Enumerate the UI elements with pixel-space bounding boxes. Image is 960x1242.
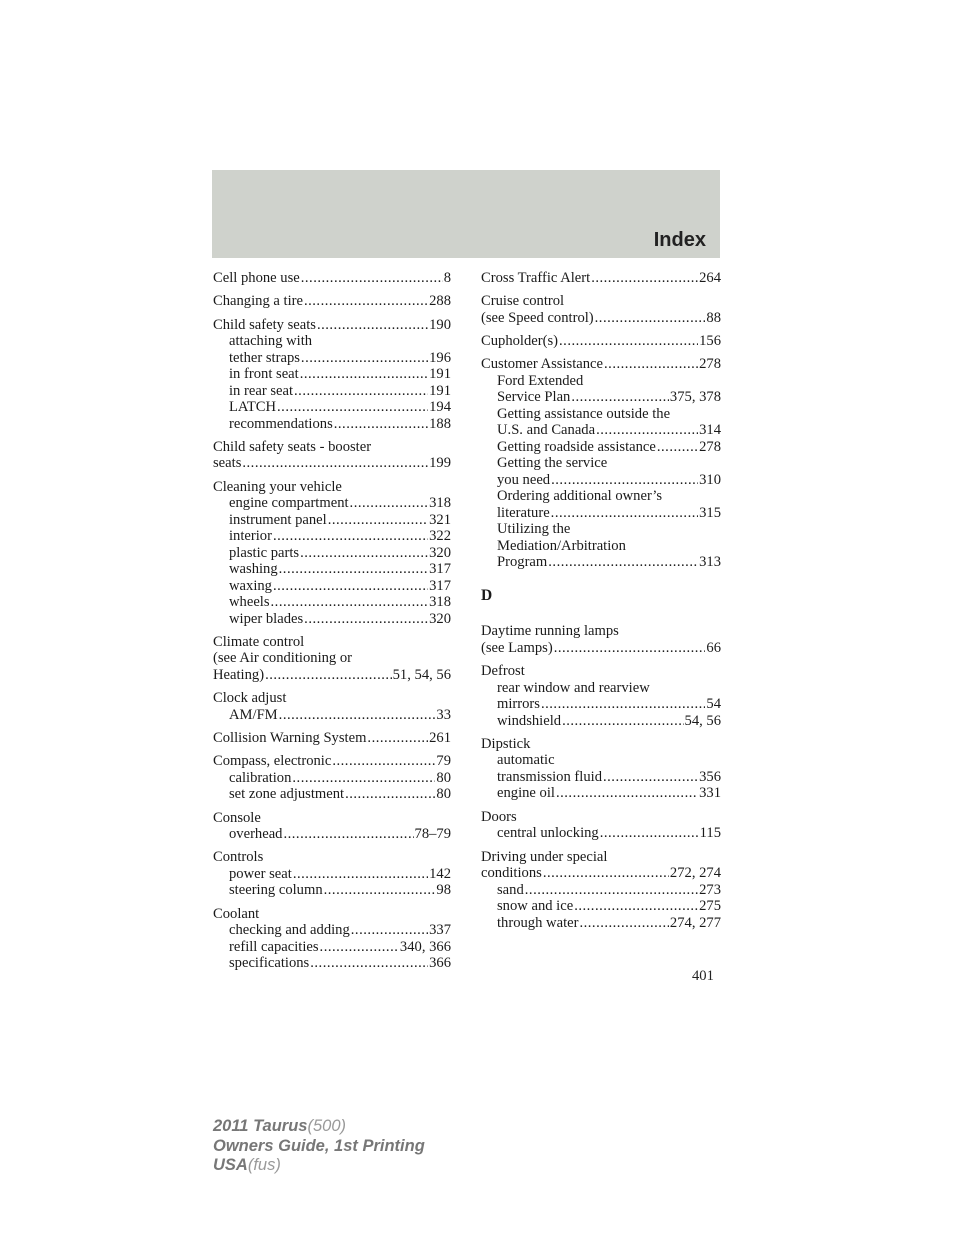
index-entry [213,293,451,310]
index-term: Changing a tire [213,293,303,310]
index-subentry [213,366,451,383]
index-entry [481,809,721,842]
dot-leader [604,356,698,373]
header-band [212,170,720,258]
index-term: in rear seat [229,382,294,399]
index-term: waxing [229,577,272,594]
index-term: Child safety seats - booster [213,438,372,455]
index-page-ref: 115 [699,825,721,842]
index-column-right [481,270,721,938]
index-subentry [213,399,451,416]
index-page-ref: 288 [429,293,451,310]
dot-leader [279,561,428,578]
index-page-ref: 188 [429,415,451,432]
index-subentry [213,350,451,367]
index-term: mirrors [497,696,540,713]
index-subentry [481,713,721,730]
dot-leader [351,922,428,939]
index-page-ref: 366 [429,955,451,972]
index-term: Ford Extended [497,372,584,389]
dot-leader [242,455,428,472]
index-page-ref: 88 [706,309,721,326]
index-entry [213,730,451,747]
index-term: Climate control [213,633,305,650]
index-line [213,634,451,651]
index-term: Getting the service [497,455,608,472]
index-term: Defrost [481,663,525,680]
dot-leader [283,826,413,843]
dot-leader [551,505,698,522]
index-entry [213,479,451,628]
index-page-ref: 278 [699,356,721,373]
dot-leader [265,667,392,684]
dot-leader [273,578,428,595]
index-subentry [481,696,721,713]
index-line [481,736,721,753]
index-entry [213,810,451,843]
index-page-ref: 375, 378 [669,389,721,406]
index-term: Compass, electronic [213,753,332,770]
index-subentry [213,578,451,595]
index-term: Doors [481,808,517,825]
index-line [481,356,721,373]
index-page-ref: 196 [429,349,451,366]
footer-line-1: 2011 Taurus(500) [213,1117,346,1135]
index-page-ref: 318 [429,495,451,512]
index-subentry [481,521,721,538]
index-term: Daytime running lamps [481,623,619,640]
index-page-ref: 8 [443,270,451,286]
index-term: Program [497,554,548,571]
index-line [481,333,721,350]
index-page-ref: 318 [429,594,451,611]
dot-leader [292,770,435,787]
index-term: Clock adjust [213,690,287,707]
dot-leader [279,707,436,724]
page-title: Index [653,229,706,251]
index-subentry [481,422,721,439]
index-subentry [213,416,451,433]
dot-leader [320,939,399,956]
index-page-ref: 80 [436,769,451,786]
footer-line-3: USA(fus) [213,1156,281,1174]
index-page-ref: 317 [429,561,451,578]
index-term: refill capacities [229,938,319,955]
index-line [213,317,451,334]
dot-leader [332,753,435,770]
dot-leader [595,310,706,327]
index-subentry [481,455,721,472]
index-page-ref: 78–79 [414,826,451,843]
index-line [213,690,451,707]
index-entry [213,849,451,899]
index-page-ref: 340, 366 [399,938,451,955]
dot-leader [600,825,699,842]
index-subentry [213,528,451,545]
index-entry [481,849,721,932]
index-line [481,293,721,310]
index-line [481,623,721,640]
index-page-ref: 331 [699,785,721,802]
dot-leader [559,333,698,350]
index-page-ref: 54, 56 [684,712,721,729]
dot-leader [541,696,705,713]
index-page-ref: 320 [429,610,451,627]
index-subentry [213,512,451,529]
index-subentry [213,866,451,883]
index-page-ref: 194 [429,399,451,416]
index-page-ref: 274, 277 [669,914,721,931]
index-term: Utilizing the [497,521,571,538]
dot-leader [271,594,429,611]
index-term: washing [229,561,278,578]
index-subentry [481,882,721,899]
index-subentry [481,898,721,915]
index-line [481,663,721,680]
index-term: in front seat [229,366,299,383]
index-line [481,640,721,657]
index-term: conditions [481,865,542,882]
index-term: Cleaning your vehicle [213,478,342,495]
index-subentry [213,333,451,350]
index-page-ref: 272, 274 [669,865,721,882]
index-entry [481,623,721,656]
index-term: Collision Warning System [213,730,367,747]
dot-leader [350,495,429,512]
index-page-ref: 315 [699,504,721,521]
index-line [213,753,451,770]
index-line [213,455,451,472]
index-term: power seat [229,865,292,882]
dot-leader [300,366,428,383]
index-page-ref: 142 [429,865,451,882]
index-subentry [481,505,721,522]
index-term: Cupholder(s) [481,333,559,350]
index-page-ref: 51, 54, 56 [392,666,451,683]
dot-leader [603,769,698,786]
index-term: U.S. and Canada [497,422,596,439]
index-term: windshield [497,712,562,729]
dot-leader [334,416,428,433]
index-subentry [213,939,451,956]
dot-leader [293,866,428,883]
page-number: 401 [692,968,714,984]
index-column-left [213,270,451,979]
index-term: transmission fluid [497,768,602,785]
index-page-ref: 156 [699,333,721,350]
dot-leader [310,955,428,972]
index-line [481,865,721,882]
index-term: Mediation/Arbitration [497,537,626,554]
index-subentry [481,915,721,932]
index-page-ref: 322 [429,528,451,545]
index-entry [481,736,721,802]
dot-leader [300,545,428,562]
index-page-ref: 191 [429,382,451,399]
index-subentry [481,389,721,406]
index-term: plastic parts [229,544,300,561]
dot-leader [579,915,668,932]
index-page-ref: 356 [699,768,721,785]
index-subentry [481,439,721,456]
index-subentry [481,785,721,802]
index-term: checking and adding [229,922,350,939]
index-term: engine oil [497,785,555,802]
index-subentry [213,561,451,578]
index-term: LATCH [229,399,277,416]
index-page-ref: 261 [429,730,451,747]
index-entry [481,356,721,571]
index-page-ref: 310 [699,471,721,488]
index-term: Getting roadside assistance [497,438,656,455]
index-term: recommendations [229,415,333,432]
dot-leader [324,882,436,899]
index-page-ref: 79 [436,753,451,770]
index-term: through water [497,914,579,931]
index-line [213,479,451,496]
index-term: specifications [229,955,310,972]
index-page-ref: 317 [429,577,451,594]
dot-leader [304,293,428,310]
dot-leader [277,399,428,416]
index-term: (see Speed control) [481,309,594,326]
index-page-ref: 275 [699,898,721,915]
index-term: Cruise control [481,293,565,310]
index-subentry [213,955,451,972]
index-subentry [213,922,451,939]
index-term: Controls [213,849,264,866]
index-term: interior [229,528,272,545]
index-subentry [481,373,721,390]
index-line [213,667,451,684]
index-page-ref: 199 [429,455,451,472]
index-term: you need [497,471,551,488]
dot-leader [525,882,698,899]
index-page-ref: 314 [699,422,721,439]
index-page-ref: 321 [429,511,451,528]
index-line [213,293,451,310]
dot-leader [591,270,698,287]
section-letter: D [481,586,493,604]
index-entry [481,270,721,287]
index-page-ref: 264 [699,270,721,286]
index-line [213,810,451,827]
dot-leader [304,611,428,628]
index-entry [213,439,451,472]
index-line [213,650,451,667]
index-page-ref: 320 [429,544,451,561]
dot-leader [548,554,698,571]
index-subentry [213,707,451,724]
index-term: wiper blades [229,610,304,627]
index-line [481,849,721,866]
index-page-ref: 273 [699,881,721,898]
index-subentry [213,545,451,562]
index-term: Driving under special [481,848,608,865]
dot-leader [562,713,683,730]
index-term: sand [497,881,524,898]
index-subentry [481,554,721,571]
index-term: Console [213,809,261,826]
index-subentry [481,769,721,786]
index-page-ref: 33 [436,706,451,723]
index-subentry [213,770,451,787]
index-page-ref: 190 [429,316,451,333]
index-line [481,809,721,826]
index-term: set zone adjustment [229,786,345,803]
index-page-ref: 66 [706,639,721,656]
dot-leader [556,785,698,802]
index-subentry [481,406,721,423]
dot-leader [301,350,428,367]
index-page-ref: 337 [429,922,451,939]
index-page-ref: 54 [706,696,721,713]
dot-leader [328,512,428,529]
index-entry [481,663,721,729]
index-term: snow and ice [497,898,574,915]
dot-leader [345,786,435,803]
index-term: Getting assistance outside the [497,405,671,422]
index-subentry [213,383,451,400]
index-term: engine compartment [229,495,349,512]
index-page-ref: 191 [429,366,451,383]
index-subentry [481,825,721,842]
dot-leader [301,270,443,287]
dot-leader [317,317,428,334]
index-term: Dipstick [481,735,531,752]
index-line [213,849,451,866]
index-subentry [213,611,451,628]
index-term: Ordering additional owner’s [497,488,663,505]
index-term: attaching with [229,333,313,350]
index-entry [213,690,451,723]
index-entry [481,293,721,326]
footer [213,1117,425,1176]
dot-leader [551,472,698,489]
index-term: (see Lamps) [481,639,553,656]
dot-leader [657,439,698,456]
index-term: steering column [229,882,323,899]
index-term: (see Air conditioning or [213,650,353,667]
dot-leader [543,865,669,882]
index-subentry [481,752,721,769]
index-line [481,310,721,327]
dot-leader [574,898,698,915]
index-page-ref: 80 [436,786,451,803]
index-entry [213,906,451,972]
footer-line-2: Owners Guide, 1st Printing [213,1136,425,1155]
index-entry [481,333,721,350]
index-term: wheels [229,594,270,611]
index-line [213,439,451,456]
dot-leader [273,528,428,545]
index-term: Cell phone use [213,270,300,286]
index-entry [213,317,451,433]
index-term: Service Plan [497,389,571,406]
index-page-ref: 278 [699,438,721,455]
index-entry [213,270,451,287]
dot-leader [596,422,698,439]
index-line [481,270,721,287]
index-term: Cross Traffic Alert [481,270,591,286]
index-entry [213,634,451,684]
dot-leader [554,640,706,657]
index-subentry [481,680,721,697]
index-term: tether straps [229,349,300,366]
index-entry [213,753,451,803]
index-term: Child safety seats [213,316,316,333]
index-term: overhead [229,826,283,843]
dot-leader [571,389,669,406]
index-term: rear window and rearview [497,679,650,696]
index-page-ref: 98 [436,882,451,899]
index-subentry [481,472,721,489]
index-line [213,906,451,923]
index-subentry [213,786,451,803]
index-term: Coolant [213,905,260,922]
index-subentry [213,882,451,899]
index-term: Customer Assistance [481,356,604,373]
index-term: automatic [497,752,555,769]
index-term: literature [497,504,550,521]
index-line [213,730,451,747]
index-subentry [213,826,451,843]
index-term: instrument panel [229,511,327,528]
index-subentry [481,538,721,555]
index-group-c-continued [481,270,721,571]
index-subentry [213,594,451,611]
index-line [213,270,451,287]
index-group-d [481,623,721,931]
index-term: AM/FM [229,706,278,723]
index-subentry [213,495,451,512]
dot-leader [294,383,428,400]
index-term: calibration [229,769,292,786]
index-term: seats [213,455,242,472]
index-subentry [481,488,721,505]
index-term: Heating) [213,666,265,683]
index-page-ref: 313 [699,554,721,571]
index-term: central unlocking [497,825,599,842]
dot-leader [367,730,428,747]
